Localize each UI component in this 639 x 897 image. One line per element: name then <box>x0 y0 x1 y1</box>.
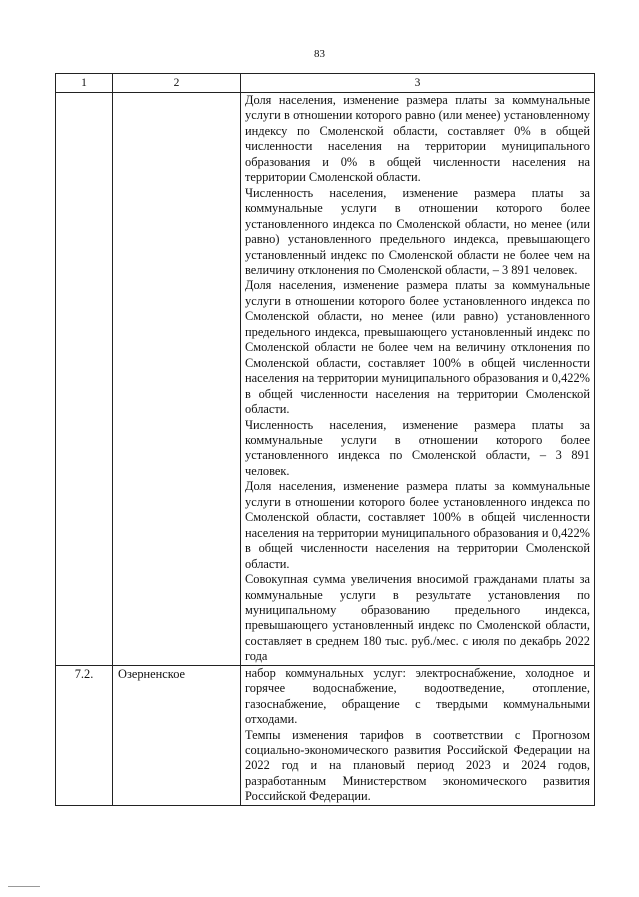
paragraph: Численность населения, изменение размера платы за коммунальные услуги в отношении которого более установленного индекса по Смоленской области, но менее (или равно) установленного предельного индекса, превышающего установленный индекс по Смоленской области не более чем на величину отклонения по Смоленской области, – 3 891 человек. <box>245 185 590 277</box>
row-content <box>241 93 595 666</box>
municipality-name: Озерненское <box>113 665 241 805</box>
header-col-1: 1 <box>56 74 113 93</box>
paragraph: Доля населения, изменение размера платы за коммунальные услуги в отношении которого более установленного индекса по Смоленской области, составляет 100% в общей численности населения на территории муниципального образования и 0,422% в общей численности населения на территории Смоленской области. <box>245 479 590 571</box>
header-col-3: 3 <box>241 74 595 93</box>
scan-edge-mark <box>8 886 40 887</box>
paragraph: Темпы изменения тарифов в соответствии с Прогнозом социально-экономического развития Российской Федерации на 2022 год и на плановый период 2023 и 2024 годов, разработанным Министерством экономического развития Российской Федерации. <box>245 727 590 804</box>
row-number: 7.2. <box>56 665 113 805</box>
table-row <box>56 665 595 805</box>
paragraph: Численность населения, изменение размера платы за коммунальные услуги в отношении которого более установленного индекса по Смоленской области, – 3 891 человек. <box>245 417 590 478</box>
row-content <box>241 665 595 805</box>
paragraph: набор коммунальных услуг: электроснабжение, холодное и горячее водоснабжение, водоотведение, отопление, газоснабжение, обращение с твердыми коммунальными отходами. <box>245 665 590 727</box>
municipality-name <box>113 93 241 666</box>
row-number <box>56 93 113 666</box>
paragraph: Доля населения, изменение размера платы за коммунальные услуги в отношении которого более установленного индекса по Смоленской области, но менее (или равно) установленного предельного индекса, превышающего установленный индекс по Смоленской области не более чем на величину отклонения по Смоленской области, составляет 100% в общей численности населения на территории муниципального образования и 0,422% в общей численности населения на территории Смоленской области. <box>245 278 590 417</box>
measures-table <box>55 73 595 806</box>
page-number: 83 <box>314 48 325 60</box>
table-row <box>56 93 595 666</box>
paragraph: Совокупная сумма увеличения вносимой гражданами платы за коммунальные услуги в результате установления по муниципальному образованию предельного индекса, превышающего установленный индекс по Смоленской области, составляет в среднем 180 тыс. руб./мес. с июля по декабрь 2022 года <box>245 572 590 664</box>
table-header-row <box>56 74 595 93</box>
paragraph: Доля населения, изменение размера платы за коммунальные услуги в отношении которого равно (или менее) установленному индексу по Смоленской области, составляет 0% в общей численности населения на территории муниципального образования и 0% в общей численности населения на территории Смоленской области. <box>245 93 590 185</box>
header-col-2: 2 <box>113 74 241 93</box>
